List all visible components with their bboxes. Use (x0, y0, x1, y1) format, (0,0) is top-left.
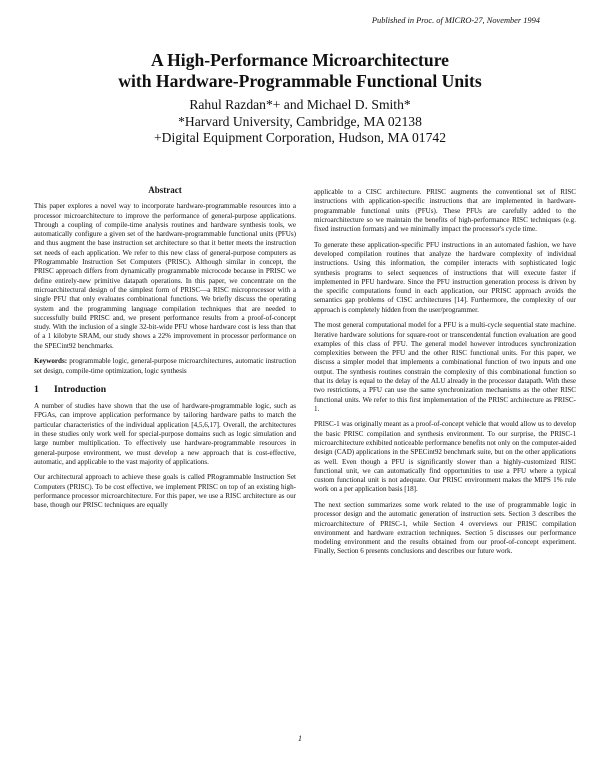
keywords-label: Keywords: (34, 357, 68, 366)
abstract-heading: Abstract (148, 185, 182, 195)
right-paragraph-2: To generate these application-specific PFU instructions in an automated fashion, we have developed compilation routines that analyze the hardware complexity of individual instructions. Using this information, the compiler interacts with sophisticated logic synthesis programs to select sequences of instructions that will execute faster if implemented in PFU hardware. Since the PFU instruction generation process is driven by the specific computations found in each application, our PRISC approach avoids the semantics gap problems of CISC architectures [14]. Furthermore, the complexity of our approach is completely hidden from the user/programmer. (314, 240, 576, 314)
page-number: 1 (298, 734, 302, 743)
left-column (34, 186, 296, 517)
title-line-2: with Hardware-Programmable Functional Units (118, 71, 482, 91)
right-paragraph-4: PRISC-1 was originally meant as a proof-of-concept vehicle that would allow us to develop the basic PRISC compilation and synthesis environment. To our surprise, the PRISC-1 microarchitecture exhibited noticeable performance benefits not only on the computer-aided design (CAD) applications in the SPECint92 benchmark suite, but on the other applications as well. Even though a PFU is significantly slower than a highly-customized RISC functional unit, we can automatically find opportunities to use a PFU where a typical custom functional unit is not adequate. Our PRISC environment makes the MIPS 1% rule work on a per application basis [18]. (314, 420, 576, 494)
right-paragraph-3: The most general computational model for a PFU is a multi-cycle sequential state machine. Iterative hardware solutions for square-root or transcendental function evaluation are good examples of this class of PFU. The general model however introduces synchronization complexities between the PFU and the other RISC functional units. For this paper, we discuss a simpler model that implements a combinational function of two inputs and one output. The synthesis routines constrain the complexity of this combinational function so that its delay is equal to the delay of the ALU already in the processor datapath. With these two restrictions, a PFU can use the same synchronization mechanisms as the other RISC functional units. We refer to this first implementation of the PRISC architecture as PRISC-1. (314, 321, 576, 413)
affiliation-dec: +Digital Equipment Corporation, Hudson, MA 01742 (154, 130, 446, 145)
section-number: 1 (34, 383, 39, 395)
right-column (314, 188, 576, 563)
section-title: Introduction (54, 383, 107, 395)
abstract-body: This paper explores a novel way to incorporate hardware-programmable resources into a processor microarchitecture to improve the performance of general-purpose applications. Through a coupling of compile-time analysis routines and hardware synthesis tools, we automatically configure a given set of the hardware-programmable functional units (PFUs) and thus augment the base instruction set architecture so that it better meets the instruction set needs of each application. We refer to this new class of general-purpose computers as PRogrammable Instruction Set Computers (PRISC). Although similar in concept, the PRISC approach differs from dynamically programmable microcode because in PRISC we define entirely-new primitive datapath operations. In this paper, we concentrate on the microarchitectural design of the simplest form of PRISC—a RISC microprocessor with a single PFU that only evaluates combinational functions. We briefly discuss the operating system and the programming language compilation techniques that are needed to successfully build PRISC and, we present performance results from a proof-of-concept study. With the inclusion of a single 32-bit-wide PFU whose hardware cost is less than that of a 1 kilobyte SRAM, our study shows a 22% improvement in processor performance on the SPECint92 benchmarks. (34, 202, 296, 350)
intro-paragraph-2: Our architectural approach to achieve these goals is called PRogrammable Instruction Set Computers (PRISC). To be cost effective, we implement PRISC on top of an existing high-performance processor microarchitecture. For this paper, we use a RISC architecture as our base, though our PRISC techniques are equally (34, 473, 296, 510)
intro-paragraph-1: A number of studies have shown that the use of hardware-programmable logic, such as FPGAs, can improve application performance by tailoring hardware paths to match the particular characteristics of the individual application [4,5,6,17]. Overall, the architectures in these studies only work well for special-purpose domains such as logic simulation and large number multiplication. To effectively use hardware-programmable resources in general-purpose environment, we must develop a new approach that is cost-effective, automatic, and applicable to the vast majority of applications. (34, 402, 296, 466)
right-paragraph-1: applicable to a CISC architecture. PRISC augments the conventional set of RISC instructions with application-specific instructions that are implemented in hardware-programmable functional units (PFUs). These PFUs are carefully added to the microarchitecture so we maintain the benefits of high-performance RISC techniques (e.g. fixed instruction formats) and we minimally impact the processor's cycle time. (314, 188, 576, 234)
author-block (0, 97, 600, 147)
title-line-1: A High-Performance Microarchitecture (150, 50, 449, 70)
section-heading-introduction (34, 385, 296, 394)
author-names: Rahul Razdan*+ and Michael D. Smith* (189, 97, 411, 112)
keywords-text: programmable logic, general-purpose microarchitectures, automatic instruction set design, compile-time optimization, logic synthesis (34, 357, 296, 375)
paper-title (0, 50, 600, 92)
right-paragraph-5: The next section summarizes some work related to the use of programmable logic in processor design and the automatic generation of instruction sets. Section 3 describes the microarchitecture of PRISC-1, while Section 4 overviews our PRISC compilation environment and hardware extraction techniques. Section 5 discusses our performance modeling environment and the results obtained from our proof-of-concept experiment. Finally, Section 6 presents conclusions and describes our future work. (314, 500, 576, 556)
keywords-paragraph (34, 357, 296, 376)
publication-note: Published in Proc. of MICRO-27, November 1994 (371, 16, 540, 25)
affiliation-harvard: *Harvard University, Cambridge, MA 02138 (178, 113, 422, 129)
